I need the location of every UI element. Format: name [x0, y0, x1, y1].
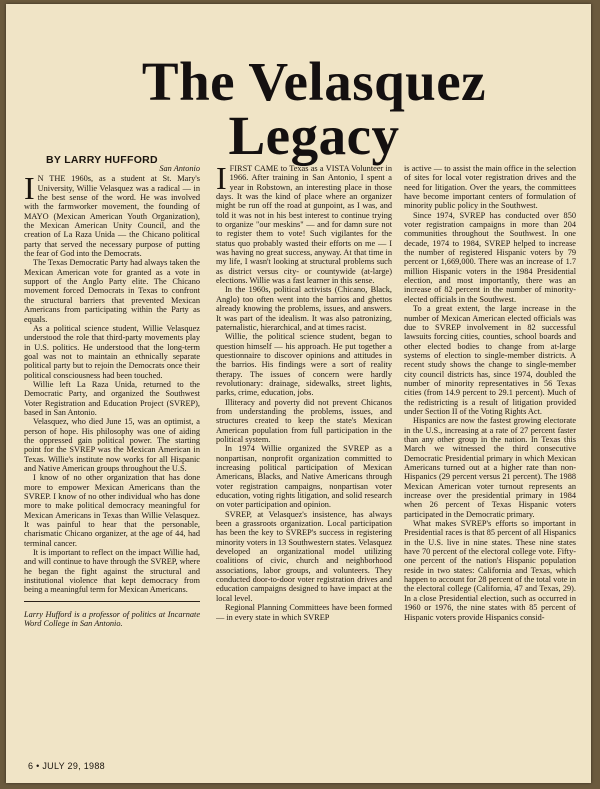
- byline: BY LARRY HUFFORD: [46, 154, 158, 166]
- paragraph: is active — to assist the main office in the selection of sites for local voter registration drives and the need for litigation. Over the years, the committees have become important centers of formulation of minority public policy in the Southwest.: [404, 164, 576, 211]
- paragraph: I know of no other organization that has done more to empower Mexican Americans than the SVREP. I know of no other individual who has done more to make political democracy meaningful for Mexican Americans in Texas than Willie Velasquez. It was painful to hear that the personable, charismatic Chicano organizer, at the age of 44, had terminal cancer.: [24, 473, 200, 548]
- paragraph: I N THE 1960s, as a student at St. Mary's University, Willie Velasquez was a radical — in the best sense of the word. He was involved with the farmworker movement, the founding of MAYO (Mexican American Youth Organization), the Mexican American Unity Council, and the creation of La Raza Unida — the Chicano political party that served the necessary purpose of putting the fear of God into the Democrats.: [24, 170, 200, 259]
- column-1: [24, 164, 200, 749]
- paragraph: To a great extent, the large increase in the number of Mexican American elected officials was due to SVREP involvement in 82 successful lawsuits forcing cities, counties, school boards and other elected bodies to change from at-large systems of election to single-member districts. A recent study shows the change to single-member city council districts has, since 1974, doubled the number of minority representatives in 56 Texas cities (from 14.9 percent to 29.1 percent). Much of the redistricting is a result of litigation provided under Section II of the Voting Rights Act.: [404, 304, 576, 416]
- paragraph: It is important to reflect on the impact Willie had, and will continue to have through the SVREP, where he began the fight against the structural and institutional violence that kept democracy from being a meaningful term for Mexican Americans.: [24, 548, 200, 595]
- paragraph: Since 1974, SVREP has conducted over 850 voter registration campaigns in more than 204 communities throughout the Southwest. In one decade, 1974 to 1984, SVREP helped to increase the number of registered Hispanic voters by 79 percent or 1,669,000. There was an increase of 1.7 million Hispanic voters in the 1984 Presidential election, and most importantly, there was an increase of 82 percent in the number of minority-elected officials in the Southwest.: [404, 210, 576, 304]
- paragraph: In the 1960s, political activists (Chicano, Black, Anglo) too often went into the barrios and ghettos already knowing the problems, issues, and answers. It was part of the idealism. It was also patronizing, paternalistic, hierarchical, and at times racist.: [216, 285, 392, 332]
- dateline: San Antonio: [159, 164, 200, 173]
- article-title: [54, 50, 574, 166]
- paragraph: Willie, the political science student, began to question himself — his approach. He put together a questionnaire to discover opinions and attitudes in the barrios. His findings were a sort of reality therapy. The issues of concern were hardly revolutionary: drainage, sidewalks, street lights, parks, crime, education, jobs.: [216, 332, 392, 398]
- paragraph: SVREP, at Velasquez's insistence, has always been a grassroots organization. Local participation has been the key to SVREP's success in registering minority voters in 13 Southwestern states. Velasquez developed an organizational model utilizing coalitions of civic, church and neighborhood associations, labor groups, and volunteers. They conducted door-to-door voter registration drives and education campaigns designed to have impact at the local level.: [216, 509, 392, 603]
- paragraph: As a political science student, Willie Velasquez understood the role that third-party movements play in U.S. politics. He understood that the long-term goal was not to maintain an ethnically separate political party but to rejoin the Democrats once their political consciousness had been touched.: [24, 323, 200, 380]
- paragraph: Illiteracy and poverty did not prevent Chicanos from understanding the problems, issues, and structures created to keep the state's Mexican American population from full participation in the political system.: [216, 397, 392, 444]
- column-2: [216, 164, 392, 749]
- paragraph: Willie left La Raza Unida, returned to the Democratic Party, and organized the Southwest Voter Registration and Education Project (SVREP), based in San Antonio.: [24, 379, 200, 417]
- paragraph: Velasquez, who died June 15, was an optimist, a person of hope. His philosophy was one of aiding the oppressed gain political power. The starting point for the SVREP was the Mexican American in Texas. Willie's institute now works for all Hispanic and Native American groups throughout the U.S.: [24, 417, 200, 473]
- paragraph: IFIRST CAME to Texas as a VISTA Volunteer in 1966. After training in San Antonio, I spent a year in Robstown, an interesting place in those days. It was the kind of place where an organizer might be run off the road at gunpoint, as I was, and told it was not in his best interest to continue trying to organize "our meskins" — and for damn sure not to register them to vote! Such vigilantes for the status quo probably wasted their efforts on me — I was having no great success, anyway. At that time in my life, I wasn't looking at structural problems such as district versus city- or countywide (at-large) elections. Willie was a fast learner in this sense.: [216, 164, 392, 286]
- paragraph: In 1974 Willie organized the SVREP as a nonpartisan, nonprofit organization committed to increasing political participation of Mexican Americans, Blacks, and Native Americans through voter registration campaigns, nonpartisan voter education, voting rights litigation, and solid research on voter participation and opinion.: [216, 444, 392, 510]
- author-bio: Larry Hufford is a professor of politics at Incarnate Word College in San Antonio.: [24, 609, 200, 629]
- paragraph: Hispanics are now the fastest growing electorate in the U.S., increasing at a rate of 27 percent faster than any other group in the nation. In Texas this March we witnessed the third consecutive Democratic Presidential primary in which Mexican Americans turned out at a higher rate than non-Hispanics (29 percent versus 21 percent). The 1988 Mexican American voter turnout represents an increase over the presidential primary in 1984 when 26 percent of Texas Hispanic voters participated in the Democratic primary.: [404, 416, 576, 519]
- bio-divider: [24, 601, 200, 602]
- title-line-1: The Velasquez: [141, 50, 487, 112]
- paragraph: Regional Planning Committees have been formed — in every state in which SVREP: [216, 603, 392, 622]
- paragraph: What makes SVREP's efforts so important in Presidential races is that 85 percent of all Hispanics in the U.S. live in nine states. These nine states have 70 percent of the electoral college vote. Fifty-one percent of the nation's Hispanic population reside in two states: California and Texas, which happen to account for 28 percent of the total vote in the electoral college (California, 47 and Texas, 29). In a close Presidential election, such as occurred in 1960 or 1976, the nine states with 85 percent of Hispanic voters provide Hispanics consid-: [404, 519, 576, 622]
- title-line-2: Legacy: [228, 104, 400, 166]
- drop-cap: I: [216, 164, 227, 196]
- magazine-page: [6, 4, 591, 783]
- paragraph: The Texas Democratic Party had always taken the Mexican American vote for granted as a vote in support of the Anglo Party elite. The Chicano movement forced Democrats in Texas to confront the structural barriers that prevented Mexican Americans from participating within the Party as equals.: [24, 258, 200, 324]
- page-folio: 6 • JULY 29, 1988: [28, 761, 105, 771]
- drop-cap: I: [24, 170, 35, 207]
- column-3: [404, 164, 576, 749]
